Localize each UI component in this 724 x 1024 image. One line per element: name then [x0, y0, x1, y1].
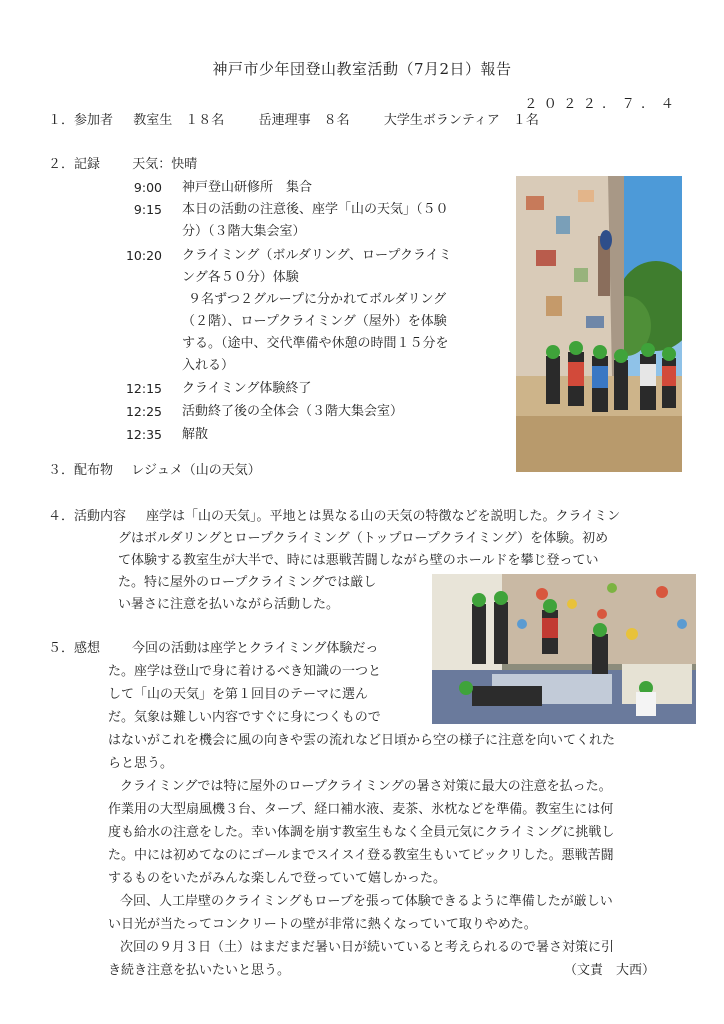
impression-line: 作業用の大型扇風機３台、タープ、経口補水液、麦茶、氷枕などを準備。教室生には何 — [108, 802, 614, 817]
activity-line: 座学は「山の天気」。平地とは異なる山の天気の特徴などを説明した。クライミン — [146, 509, 621, 524]
schedule-time: 9:00 — [133, 180, 162, 195]
activity-line: て体験する教室生が大半で、時には悪戦苦闘しながら壁のホールドを攀じ登ってい — [118, 553, 599, 568]
section-label: ３．配布物 — [48, 463, 114, 478]
page-title: 神戸市少年団登山教室活動（7月2日）報告 — [212, 60, 512, 78]
schedule-desc: する。（途中、交代準備や休憩の時間１５分を — [182, 336, 449, 351]
schedule-time: 9:15 — [133, 202, 162, 217]
activity-line: い暑さに注意を払いながら活動した。 — [118, 597, 340, 612]
impression-line: た。中には初めてなのにゴールまでスイスイ登る教室生もいてビックリした。悪戦苦闘 — [108, 848, 614, 863]
impression-line: 今回、人工岸壁のクライミングもロープを張って体験できるように準備したが厳しい — [120, 894, 613, 909]
impression-line: するものをいたがみんな楽しんで登っていて嬉しかった。 — [108, 871, 447, 886]
impression-line: はないがこれを機会に風の向きや雲の流れなど日頃から空の様子に注意を向いてくれた — [108, 733, 616, 748]
impression-line: い日光が当たってコンクリートの壁が非常に熱くなっていて取りやめた。 — [108, 917, 537, 932]
author-credit: （文責 大西） — [564, 963, 656, 978]
schedule-desc: 神戸登山研修所 集合 — [182, 180, 313, 195]
impression-line: 今回の活動は座学とクライミング体験だっ — [132, 641, 379, 656]
section-label: １．参加者 — [48, 113, 114, 128]
schedule-desc: クライミング体験終了 — [182, 381, 312, 396]
impression-line: 次回の９月３日（土）はまだまだ暑い日が続いていると考えられるので暑さ対策に引 — [120, 940, 615, 955]
schedule — [100, 177, 510, 447]
participant-volunteers: 大学生ボランティア １名 — [383, 113, 539, 128]
impression-line: た。座学は登山で身に着けるべき知識の一つと — [108, 664, 382, 679]
schedule-desc: ング各５０分）体験 — [182, 270, 299, 285]
section-record — [48, 154, 197, 176]
activity-line: グはボルダリングとロープクライミング（トップロープクライミング）を体験。初め — [118, 531, 609, 546]
section-handouts — [48, 460, 261, 482]
report-date: ２０２２．７．４ — [524, 96, 680, 112]
section-participants — [48, 110, 539, 132]
section-impressions-label: ５．感想 — [48, 641, 101, 656]
schedule-desc: 入れる） — [182, 358, 235, 373]
schedule-desc: 解散 — [182, 427, 209, 442]
participant-directors: 岳連理事 ８名 — [258, 113, 350, 128]
schedule-time: 10:20 — [125, 248, 162, 263]
schedule-desc: ９名ずつ２グループに分かれてボルダリング — [188, 292, 447, 307]
participant-students: 教室生 １８名 — [133, 113, 225, 128]
impression-line: クライミングでは特に屋外のロープクライミングの暑さ対策に最大の注意を払った。 — [120, 779, 612, 794]
schedule-time: 12:25 — [125, 404, 162, 419]
weather-text: 天気：快晴 — [132, 157, 198, 172]
section-label: ２．記録 — [48, 157, 101, 172]
schedule-desc: クライミング（ボルダリング、ロープクライミ — [182, 248, 452, 263]
schedule-desc: 本日の活動の注意後、座学「山の天気」（５０ — [182, 202, 449, 217]
schedule-time: 12:35 — [125, 427, 162, 442]
impression-line: して「山の天気」を第１回目のテーマに選ん — [108, 687, 369, 702]
impression-line: だ。気象は難しい内容ですぐに身につくもので — [108, 710, 381, 725]
schedule-desc: 分）（３階大集会室） — [182, 224, 306, 239]
impression-line: らと思う。 — [108, 756, 174, 771]
section-activity-label: ４．活動内容 — [48, 509, 127, 524]
activity-line: た。特に屋外のロープクライミングでは厳し — [118, 575, 377, 590]
schedule-desc: 活動終了後の全体会（３階大集会室） — [182, 404, 404, 419]
handout-text: レジュメ（山の天気） — [131, 463, 261, 478]
schedule-time: 12:15 — [125, 381, 162, 396]
impression-line: き続き注意を払いたいと思う。 — [108, 963, 291, 978]
photo-outdoor-climbing-wall — [516, 176, 682, 472]
impression-line: 度も給水の注意をした。幸い体調を崩す教室生もなく全員元気にクライミングに挑戦し — [108, 825, 615, 840]
photo-indoor-bouldering — [432, 574, 696, 724]
schedule-desc: （２階）、ロープクライミング（屋外）を体験 — [182, 314, 447, 329]
